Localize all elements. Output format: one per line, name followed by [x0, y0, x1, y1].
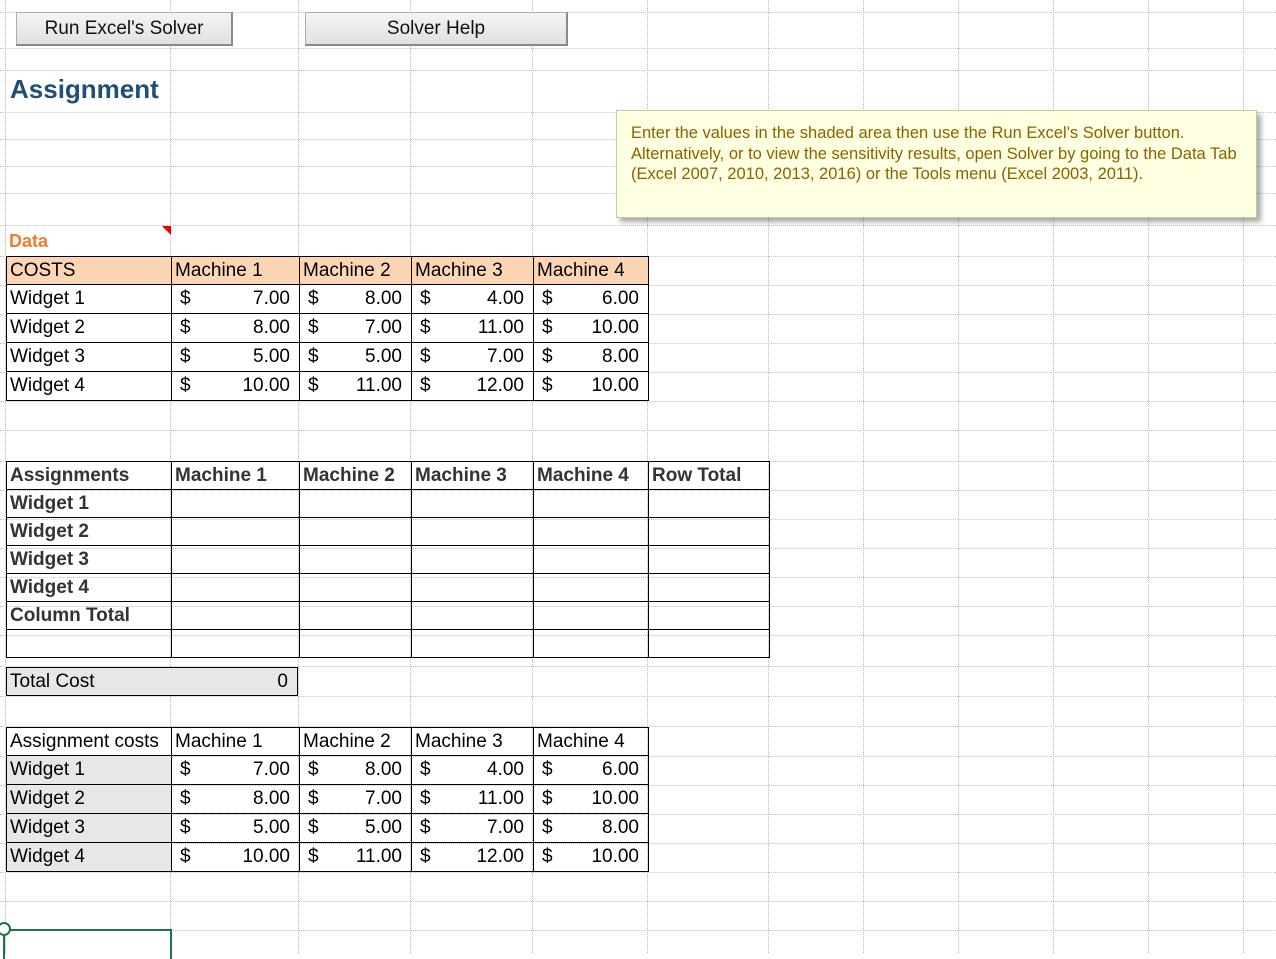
cost-cell[interactable]: $ 7.00 — [412, 343, 534, 372]
assignment-cell[interactable] — [534, 574, 649, 602]
row-label-cell[interactable]: Widget 2 — [7, 314, 172, 343]
empty-cell[interactable] — [300, 630, 412, 658]
column-total-label[interactable]: Column Total — [7, 602, 172, 630]
cost-cell[interactable]: $ 4.00 — [412, 756, 534, 785]
assignment-cell[interactable] — [172, 490, 300, 518]
assignments-corner-cell[interactable]: Assignments — [7, 462, 172, 490]
comment-indicator-icon — [162, 226, 171, 235]
table-row — [7, 756, 649, 785]
costs-corner-cell[interactable]: COSTS — [7, 257, 172, 285]
column-total-cell[interactable] — [649, 602, 770, 630]
assignment-cell[interactable] — [300, 546, 412, 574]
row-label-cell[interactable]: Widget 3 — [7, 546, 172, 574]
cost-cell[interactable]: $ 6.00 — [534, 756, 649, 785]
cost-cell[interactable]: $ 7.00 — [412, 814, 534, 843]
total-cost-label: Total Cost — [10, 671, 95, 692]
table-row — [7, 343, 649, 372]
cost-cell[interactable]: $ 5.00 — [172, 814, 300, 843]
assignment-costs-header-cell[interactable]: Machine 1 — [172, 728, 300, 756]
table-row — [7, 372, 649, 401]
cost-cell[interactable]: $ 10.00 — [534, 314, 649, 343]
row-label-cell[interactable]: Widget 3 — [7, 343, 172, 372]
instructions-comment: Enter the values in the shaded area then use the Run Excel's Solver button. Alternatively, or to view the sensitivity results, open Solver by going to the Data Tab (Excel 2007, 2010, 2013, 2016) or the Tools menu (Excel 2003, 2011). — [616, 110, 1257, 218]
assignment-cell[interactable] — [534, 490, 649, 518]
assignment-cell[interactable] — [172, 518, 300, 546]
cost-cell[interactable]: $ 5.00 — [300, 814, 412, 843]
table-row — [7, 285, 649, 314]
cost-cell[interactable]: $ 10.00 — [534, 372, 649, 401]
assignment-cell[interactable] — [412, 574, 534, 602]
assignment-cell[interactable] — [300, 518, 412, 546]
empty-cell[interactable] — [649, 630, 770, 658]
row-total-cell[interactable] — [649, 518, 770, 546]
active-cell-selection[interactable] — [3, 929, 172, 959]
cost-cell[interactable]: $ 10.00 — [172, 372, 300, 401]
table-row — [7, 574, 770, 602]
cost-cell[interactable]: $ 10.00 — [172, 843, 300, 872]
assignment-cell[interactable] — [534, 518, 649, 546]
assignment-costs-table — [6, 727, 649, 872]
assignment-cell[interactable] — [172, 574, 300, 602]
costs-header-cell[interactable]: Machine 2 — [300, 257, 412, 285]
page-title: Assignment — [10, 74, 159, 104]
cost-cell[interactable]: $ 10.00 — [534, 785, 649, 814]
empty-cell[interactable] — [412, 630, 534, 658]
column-total-cell[interactable] — [534, 602, 649, 630]
table-row — [7, 518, 770, 546]
cost-cell[interactable]: $ 8.00 — [534, 343, 649, 372]
cost-cell[interactable]: $ 8.00 — [300, 756, 412, 785]
cost-cell[interactable]: $ 12.00 — [412, 372, 534, 401]
assignment-costs-header-cell[interactable]: Machine 3 — [412, 728, 534, 756]
costs-table — [6, 256, 649, 401]
assignment-cell[interactable] — [412, 490, 534, 518]
cost-cell[interactable]: $ 7.00 — [172, 285, 300, 314]
table-row — [7, 843, 649, 872]
cost-cell[interactable]: $ 7.00 — [300, 785, 412, 814]
cost-cell[interactable]: $ 7.00 — [300, 314, 412, 343]
row-label-cell[interactable]: Widget 3 — [7, 814, 172, 843]
table-row — [7, 630, 770, 658]
cost-cell[interactable]: $ 10.00 — [534, 843, 649, 872]
row-total-cell[interactable] — [649, 490, 770, 518]
cost-cell[interactable]: $ 4.00 — [412, 285, 534, 314]
assignments-header-cell[interactable]: Machine 3 — [412, 462, 534, 490]
costs-header-cell[interactable]: Machine 1 — [172, 257, 300, 285]
assignments-header-row — [7, 462, 770, 490]
total-cost-cell[interactable] — [6, 667, 298, 696]
row-total-cell[interactable] — [649, 574, 770, 602]
row-label-cell[interactable]: Widget 1 — [7, 285, 172, 314]
empty-cell[interactable] — [7, 630, 172, 658]
cost-cell[interactable]: $ 5.00 — [300, 343, 412, 372]
assignment-cell[interactable] — [412, 546, 534, 574]
assignment-cell[interactable] — [412, 518, 534, 546]
costs-header-row — [7, 257, 649, 285]
data-section-label: Data — [9, 231, 49, 251]
row-label-cell[interactable]: Widget 4 — [7, 843, 172, 872]
costs-header-cell[interactable]: Machine 3 — [412, 257, 534, 285]
assignments-header-cell[interactable]: Machine 1 — [172, 462, 300, 490]
column-total-cell[interactable] — [300, 602, 412, 630]
assignments-table — [6, 461, 770, 658]
table-row — [7, 785, 649, 814]
table-row — [7, 490, 770, 518]
cost-cell[interactable]: $ 8.00 — [172, 785, 300, 814]
cost-cell[interactable]: $ 8.00 — [534, 814, 649, 843]
row-label-cell[interactable]: Widget 4 — [7, 574, 172, 602]
cost-cell[interactable]: $ 6.00 — [534, 285, 649, 314]
assignment-cell[interactable] — [534, 546, 649, 574]
cost-cell[interactable]: $ 8.00 — [300, 285, 412, 314]
table-row — [7, 814, 649, 843]
cost-cell[interactable]: $ 7.00 — [172, 756, 300, 785]
column-total-cell[interactable] — [172, 602, 300, 630]
assignment-costs-corner-cell[interactable]: Assignment costs — [7, 728, 172, 756]
costs-header-cell[interactable]: Machine 4 — [534, 257, 649, 285]
table-row — [7, 546, 770, 574]
assignment-cell[interactable] — [300, 490, 412, 518]
assignments-header-cell[interactable]: Machine 4 — [534, 462, 649, 490]
row-total-cell[interactable] — [649, 546, 770, 574]
total-cost-value: 0 — [277, 671, 288, 692]
cost-cell[interactable]: $ 11.00 — [300, 843, 412, 872]
cost-cell[interactable]: $ 8.00 — [172, 314, 300, 343]
solver-help-button[interactable]: Solver Help — [305, 12, 568, 46]
table-row — [7, 314, 649, 343]
cost-cell[interactable]: $ 11.00 — [412, 314, 534, 343]
empty-cell[interactable] — [534, 630, 649, 658]
cost-cell[interactable]: $ 12.00 — [412, 843, 534, 872]
row-label-cell[interactable]: Widget 2 — [7, 518, 172, 546]
row-label-cell[interactable]: Widget 4 — [7, 372, 172, 401]
assignment-costs-header-cell[interactable]: Machine 2 — [300, 728, 412, 756]
cost-cell[interactable]: $ 5.00 — [172, 343, 300, 372]
assignments-header-cell[interactable]: Row Total — [649, 462, 770, 490]
run-solver-button[interactable]: Run Excel's Solver — [16, 12, 233, 46]
column-total-cell[interactable] — [412, 602, 534, 630]
row-label-cell[interactable]: Widget 2 — [7, 785, 172, 814]
empty-cell[interactable] — [172, 630, 300, 658]
assignment-cell[interactable] — [300, 574, 412, 602]
assignments-header-cell[interactable]: Machine 2 — [300, 462, 412, 490]
assignment-cell[interactable] — [172, 546, 300, 574]
cost-cell[interactable]: $ 11.00 — [300, 372, 412, 401]
row-label-cell[interactable]: Widget 1 — [7, 756, 172, 785]
column-total-row — [7, 602, 770, 630]
cost-cell[interactable]: $ 11.00 — [412, 785, 534, 814]
assignment-costs-header-cell[interactable]: Machine 4 — [534, 728, 649, 756]
assignment-costs-header-row — [7, 728, 649, 756]
row-label-cell[interactable]: Widget 1 — [7, 490, 172, 518]
